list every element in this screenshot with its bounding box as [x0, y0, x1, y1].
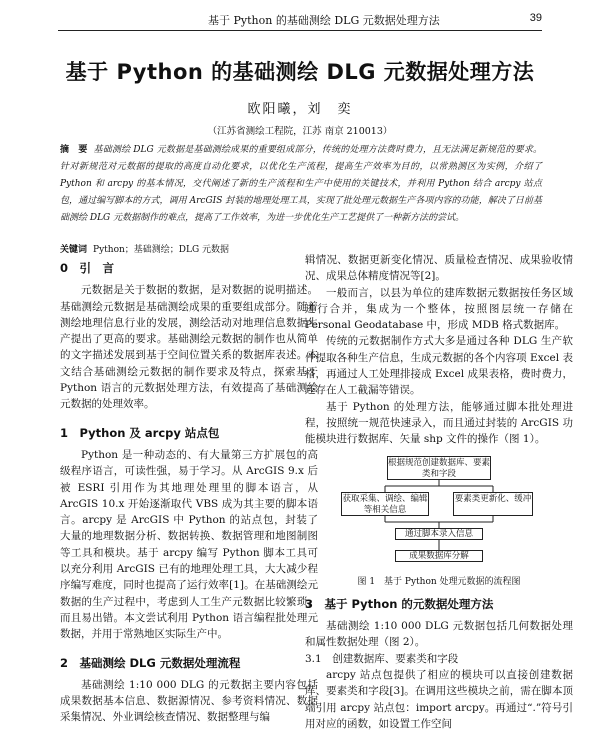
section-2-heading: 2 基础测绘 DLG 元数据处理流程 — [60, 655, 241, 670]
paper-title: 基于 Python 的基础测绘 DLG 元数据处理方法 — [65, 60, 535, 84]
paragraph-python-method: 基于 Python 的处理方法，能够通过脚本批处理进程，按照统一规范快速录入，而且通过封装的 ArcGIS 功能模块进行数据库、矢量 shp 文件的操作（图 1）。 — [305, 400, 573, 446]
right-column — [305, 252, 573, 732]
section-3-1-paragraph: arcpy 站点包提供了相应的模块可以直接创建数据库、要素类和字段[3]。在调用这些模块之前，需在脚本顶端引用 arcpy 站点包：import arcpy。再通过“.”符号引用对应的函数，如设置工作空间 — [305, 669, 573, 730]
left-column — [60, 260, 318, 726]
section-1-heading: 1 Python 及 arcpy 站点包 — [60, 425, 220, 440]
running-header — [58, 10, 542, 31]
affiliation: （江苏省测绘工程院，江苏 南京 210013） — [207, 126, 393, 137]
flow-box-update-features: 要素类更新化、缓冲 — [453, 492, 533, 516]
flow-box-output-db: 成果数据库分解 — [395, 550, 483, 562]
section-3-1-heading: 3.1 创建数据库、要素类和字段 — [305, 652, 459, 665]
flowchart-figure — [305, 454, 573, 572]
paragraph-traditional: 传统的元数据制作方式大多是通过各种 DLG 生产软件提取各种生产信息，生成元数据的各个内容项 Excel 表格，再通过人工处理排接成 Excel 成果表格，费时费力，还存在人工截漏等错误。 — [305, 335, 573, 397]
paragraph-continued: 辑情况、数据更新变化情况、质量检查情况、成果验收情况、成果总体精度情况等[2]。 — [305, 254, 573, 283]
page-number: 39 — [529, 12, 542, 24]
section-2-paragraph: 基础测绘 1:10 000 DLG 的元数据主要内容包括成果数据基本信息、数据源情况、参考资料情况、数据采集情况、外业调绘核查情况、数据整理与编 — [60, 678, 318, 724]
keywords-text: Python；基础测绘；DLG 元数据 — [93, 245, 230, 255]
flow-box-script-input: 通过脚本录入信息 — [395, 528, 483, 540]
section-1-paragraph: Python 是一种动态的、有大量第三方扩展包的高级程序语言，可读性强，易于学习。从 ArcGIS 9.x 后被 ESRI 引用作为其地理处理里的脚本语言，从 ArcGIS 10.x 开始逐渐取代 VBS 成为其主要的脚本语言。arcpy 是 ArcGIS 中 Python 的站点包，封装了大量的地理数据分析、数据转换、数据管理和地图制图等工具和模块。基于 arcpy 编写 Python 脚本工具可以充分利用 ArcGIS 已有的地理处理工具，大大减少程序编写难度，同时也提高了运行效率[1]。在基础测绘元数据的生产过程中，考虑到人工生产元数据比较繁琐，而且易出错。本文尝试利用 Python 语言编程批处理元数据，并用于常熟地区实际生产中。 — [60, 448, 318, 641]
section-3-heading: 3 基于 Python 的元数据处理方法 — [305, 596, 494, 611]
section-0-paragraph: 元数据是关于数据的数据，是对数据的说明描述。基础测绘元数据是基础测绘成果的重要组成部分。随着测绘地理信息行业的发展，测绘活动对地理信息数据生产提出了更高的要求。基础测绘元数据的制作也从简单的文字描述发展到基于空间位置关系的数据库表述。本文结合基础测绘元数据的制作要求及特点，探索基于 Python 语言的元数据处理方法，有效提高了基础测绘元数据的处理效率。 — [60, 284, 318, 411]
paragraph-geodatabase: 一般而言，以县为单位的建库数据元数据按任务区域进行合并，集成为一个整体，按照图层统一存储在 Personal Geodatabase 中，形成 MDB 格式数据库。 — [305, 286, 573, 332]
abstract-label: 摘 要 — [60, 145, 88, 155]
flow-box-collect-info: 获取采集、调绘、编辑等相关信息 — [342, 493, 428, 515]
abstract-text: 基础测绘 DLG 元数据是基础测绘成果的重要组成部分，传统的处理方法费时费力，且无法满足新规范的要求。针对新规范对元数据的提取的高度自动化要求，以优化生产流程，提高生产效率为目的，以常熟测区为实例，介绍了 Python 和 arcpy 的基本情况，交代阐述了新的生产流程和生产中使用的关键技术，并利用 Python 结合 arcpy 站点包，通过编写脚本的方式，调用 ArcGIS 封装的地理处理工具，实现了批处理元数据生产各项内容的功能，解决了日前基础测绘 DLG 元数据制作的难点，提高了工作效率，为进一步优化生产工艺提供了一种新方法的尝试。 — [60, 145, 542, 223]
abstract — [60, 142, 542, 227]
keywords-label: 关键词 — [60, 245, 88, 255]
authors: 欧阳曦，刘 奕 — [247, 102, 353, 117]
figure-1-caption: 图 1 基于 Python 处理元数据的流程图 — [357, 576, 521, 587]
running-title: 基于 Python 的基础测绘 DLG 元数据处理方法 — [208, 14, 440, 27]
section-3-paragraph: 基础测绘 1:10 000 DLG 元数据包括几何数据处理和属性数据处理（图 2）。 — [305, 620, 573, 649]
section-0-heading: 0 引 言 — [60, 261, 115, 275]
flow-box-create-db: 根据规范创建数据库、要素类和字段 — [388, 457, 491, 479]
